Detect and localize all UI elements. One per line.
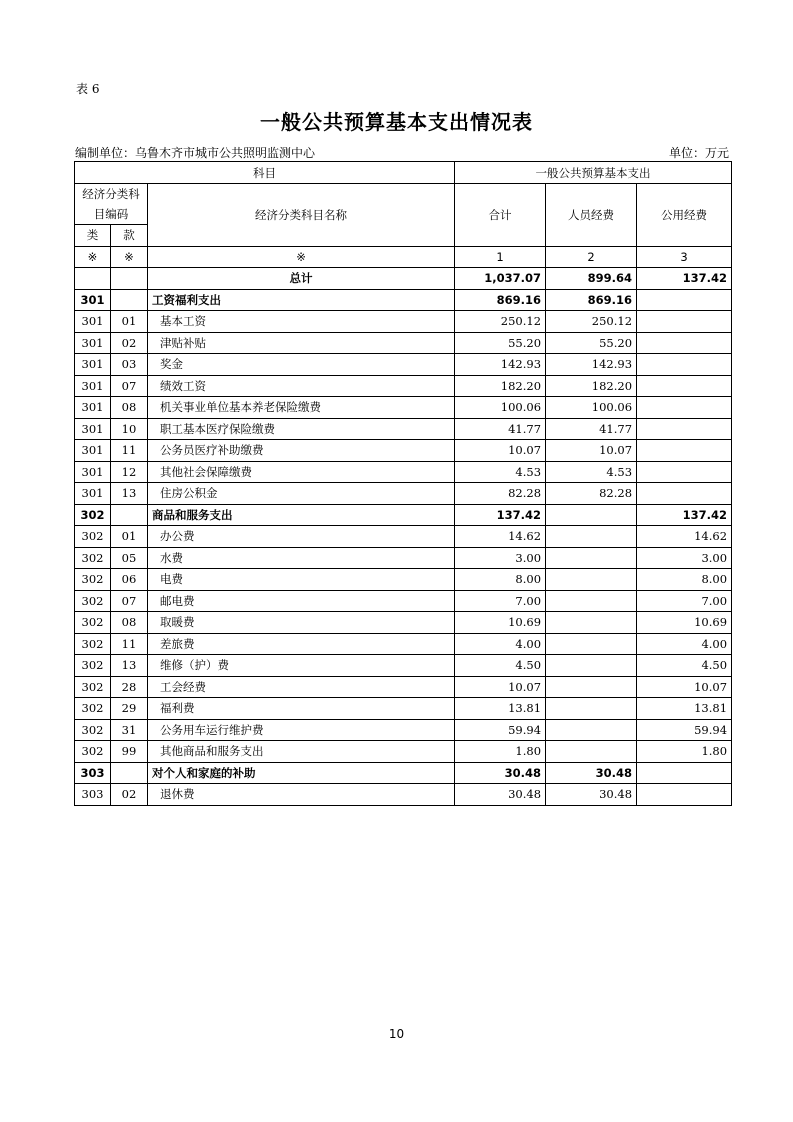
- table-row: [75, 375, 732, 397]
- row-name: 商品和服务支出: [148, 504, 455, 526]
- row-name: 工会经费: [148, 676, 455, 698]
- row-lei: 303: [75, 762, 111, 784]
- row-public: 10.69: [637, 612, 732, 634]
- row-lei: 302: [75, 612, 111, 634]
- table-row: [75, 590, 732, 612]
- row-personnel: 100.06: [546, 397, 637, 419]
- row-lei: 302: [75, 569, 111, 591]
- table-row: [75, 440, 732, 462]
- row-lei: 302: [75, 719, 111, 741]
- row-public: [637, 354, 732, 376]
- row-public: [637, 375, 732, 397]
- row-personnel: [546, 741, 637, 763]
- row-lei: 302: [75, 547, 111, 569]
- header-mark-name: ※: [148, 246, 455, 268]
- row-lei: 301: [75, 289, 111, 311]
- row-public: 14.62: [637, 526, 732, 548]
- grand-total-public: 137.42: [637, 268, 732, 290]
- row-personnel: 250.12: [546, 311, 637, 333]
- row-kuan: 02: [111, 332, 148, 354]
- row-kuan: 08: [111, 397, 148, 419]
- row-total: 30.48: [455, 762, 546, 784]
- row-personnel: 10.07: [546, 440, 637, 462]
- row-personnel: [546, 526, 637, 548]
- row-lei: 302: [75, 590, 111, 612]
- table-row: [75, 612, 732, 634]
- row-total: 14.62: [455, 526, 546, 548]
- grand-total-total: 1,037.07: [455, 268, 546, 290]
- header-public: 公用经费: [637, 184, 732, 247]
- row-public: [637, 440, 732, 462]
- row-lei: 302: [75, 655, 111, 677]
- row-public: [637, 762, 732, 784]
- table-row: [75, 461, 732, 483]
- row-total: 1.80: [455, 741, 546, 763]
- table-row: [75, 698, 732, 720]
- row-name: 奖金: [148, 354, 455, 376]
- row-total: 55.20: [455, 332, 546, 354]
- row-public: 13.81: [637, 698, 732, 720]
- row-name: 差旅费: [148, 633, 455, 655]
- row-personnel: [546, 569, 637, 591]
- unit-label: 单位：万元: [668, 146, 729, 160]
- header-personnel: 人员经费: [546, 184, 637, 247]
- table-row: [75, 741, 732, 763]
- row-personnel: 55.20: [546, 332, 637, 354]
- row-lei: 301: [75, 311, 111, 333]
- row-lei: 301: [75, 440, 111, 462]
- header-code-line2: 目编码: [93, 207, 129, 221]
- grand-total-lei: [75, 268, 111, 290]
- category-row: [75, 289, 732, 311]
- row-total: 4.50: [455, 655, 546, 677]
- row-name: 水费: [148, 547, 455, 569]
- row-public: 8.00: [637, 569, 732, 591]
- row-lei: 302: [75, 526, 111, 548]
- grand-total-row: [75, 268, 732, 290]
- row-kuan: [111, 289, 148, 311]
- row-name: 其他社会保障缴费: [148, 461, 455, 483]
- header-basic-expense: 一般公共预算基本支出: [455, 162, 732, 184]
- row-kuan: 99: [111, 741, 148, 763]
- row-total: 142.93: [455, 354, 546, 376]
- row-kuan: 11: [111, 633, 148, 655]
- row-name: 公务用车运行维护费: [148, 719, 455, 741]
- grand-total-personnel: 899.64: [546, 268, 637, 290]
- header-col-1: 1: [455, 246, 546, 268]
- row-public: 7.00: [637, 590, 732, 612]
- table-row: [75, 418, 732, 440]
- grand-total-kuan: [111, 268, 148, 290]
- row-total: 182.20: [455, 375, 546, 397]
- table-row: [75, 676, 732, 698]
- page-title: 一般公共预算基本支出情况表: [260, 110, 533, 134]
- row-name: 工资福利支出: [148, 289, 455, 311]
- row-name: 邮电费: [148, 590, 455, 612]
- row-name: 其他商品和服务支出: [148, 741, 455, 763]
- row-name: 住房公积金: [148, 483, 455, 505]
- row-personnel: 30.48: [546, 762, 637, 784]
- row-name: 机关事业单位基本养老保险缴费: [148, 397, 455, 419]
- row-lei: 303: [75, 784, 111, 806]
- row-name: 公务员医疗补助缴费: [148, 440, 455, 462]
- table-row: [75, 332, 732, 354]
- row-kuan: 13: [111, 483, 148, 505]
- row-total: 4.53: [455, 461, 546, 483]
- row-lei: 301: [75, 332, 111, 354]
- header-col-3: 3: [637, 246, 732, 268]
- row-lei: 302: [75, 504, 111, 526]
- header-code: [75, 184, 148, 225]
- row-lei: 301: [75, 354, 111, 376]
- page-number: 10: [388, 1027, 405, 1041]
- row-lei: 301: [75, 375, 111, 397]
- row-name: 职工基本医疗保险缴费: [148, 418, 455, 440]
- row-personnel: 30.48: [546, 784, 637, 806]
- row-personnel: [546, 504, 637, 526]
- row-public: [637, 461, 732, 483]
- row-public: [637, 483, 732, 505]
- row-total: 82.28: [455, 483, 546, 505]
- row-kuan: 28: [111, 676, 148, 698]
- row-name: 绩效工资: [148, 375, 455, 397]
- row-kuan: 12: [111, 461, 148, 483]
- header-code-line1: 经济分类科: [82, 187, 140, 201]
- table-row: [75, 397, 732, 419]
- header-subject: 科目: [75, 162, 455, 184]
- row-kuan: 06: [111, 569, 148, 591]
- row-kuan: 01: [111, 526, 148, 548]
- row-kuan: 08: [111, 612, 148, 634]
- row-total: 30.48: [455, 784, 546, 806]
- table-row: [75, 547, 732, 569]
- row-kuan: 03: [111, 354, 148, 376]
- row-name: 电费: [148, 569, 455, 591]
- table-row: [75, 354, 732, 376]
- row-public: [637, 289, 732, 311]
- row-kuan: 07: [111, 590, 148, 612]
- row-personnel: [546, 719, 637, 741]
- row-name: 维修（护）费: [148, 655, 455, 677]
- row-total: 13.81: [455, 698, 546, 720]
- row-kuan: 13: [111, 655, 148, 677]
- row-name: 对个人和家庭的补助: [148, 762, 455, 784]
- row-public: [637, 332, 732, 354]
- row-name: 退休费: [148, 784, 455, 806]
- row-kuan: 29: [111, 698, 148, 720]
- organization-label: 编制单位：乌鲁木齐市城市公共照明监测中心: [75, 146, 316, 160]
- header-total: 合计: [455, 184, 546, 247]
- row-personnel: [546, 655, 637, 677]
- row-total: 100.06: [455, 397, 546, 419]
- row-total: 10.07: [455, 676, 546, 698]
- row-kuan: 31: [111, 719, 148, 741]
- row-kuan: 10: [111, 418, 148, 440]
- table-row: [75, 655, 732, 677]
- row-personnel: 142.93: [546, 354, 637, 376]
- header-name: 经济分类科目名称: [148, 184, 455, 247]
- row-name: 津贴补贴: [148, 332, 455, 354]
- row-personnel: 869.16: [546, 289, 637, 311]
- header-row-1: [75, 162, 732, 184]
- row-name: 取暖费: [148, 612, 455, 634]
- header-row-2: [75, 184, 732, 225]
- row-personnel: [546, 633, 637, 655]
- row-lei: 301: [75, 483, 111, 505]
- row-total: 41.77: [455, 418, 546, 440]
- header-col-2: 2: [546, 246, 637, 268]
- row-lei: 302: [75, 676, 111, 698]
- table-row: [75, 719, 732, 741]
- row-personnel: [546, 612, 637, 634]
- row-personnel: 182.20: [546, 375, 637, 397]
- row-kuan: 01: [111, 311, 148, 333]
- table-row: [75, 633, 732, 655]
- row-personnel: 4.53: [546, 461, 637, 483]
- row-total: 8.00: [455, 569, 546, 591]
- row-public: 4.50: [637, 655, 732, 677]
- table-row: [75, 569, 732, 591]
- row-total: 3.00: [455, 547, 546, 569]
- row-total: 137.42: [455, 504, 546, 526]
- row-personnel: [546, 547, 637, 569]
- row-lei: 301: [75, 397, 111, 419]
- row-kuan: [111, 504, 148, 526]
- row-total: 10.69: [455, 612, 546, 634]
- row-public: 59.94: [637, 719, 732, 741]
- row-personnel: [546, 676, 637, 698]
- row-total: 59.94: [455, 719, 546, 741]
- row-public: 3.00: [637, 547, 732, 569]
- row-public: [637, 311, 732, 333]
- row-total: 869.16: [455, 289, 546, 311]
- row-total: 4.00: [455, 633, 546, 655]
- row-public: 4.00: [637, 633, 732, 655]
- row-personnel: 82.28: [546, 483, 637, 505]
- row-personnel: 41.77: [546, 418, 637, 440]
- row-lei: 302: [75, 698, 111, 720]
- expense-table: [74, 161, 732, 806]
- row-lei: 302: [75, 741, 111, 763]
- row-public: 137.42: [637, 504, 732, 526]
- header-lei: 类: [75, 225, 111, 247]
- category-row: [75, 504, 732, 526]
- row-public: [637, 418, 732, 440]
- row-public: 10.07: [637, 676, 732, 698]
- grand-total-label: 总计: [148, 268, 455, 290]
- category-row: [75, 762, 732, 784]
- row-public: 1.80: [637, 741, 732, 763]
- row-public: [637, 784, 732, 806]
- table-row: [75, 526, 732, 548]
- row-lei: 302: [75, 633, 111, 655]
- row-lei: 301: [75, 461, 111, 483]
- header-mark-lei: ※: [75, 246, 111, 268]
- row-total: 10.07: [455, 440, 546, 462]
- table-row: [75, 784, 732, 806]
- row-kuan: 02: [111, 784, 148, 806]
- header-kuan: 款: [111, 225, 148, 247]
- row-personnel: [546, 698, 637, 720]
- row-kuan: 05: [111, 547, 148, 569]
- table-number: 表 6: [76, 82, 100, 96]
- header-mark-kuan: ※: [111, 246, 148, 268]
- row-kuan: [111, 762, 148, 784]
- row-total: 7.00: [455, 590, 546, 612]
- row-personnel: [546, 590, 637, 612]
- row-name: 办公费: [148, 526, 455, 548]
- row-total: 250.12: [455, 311, 546, 333]
- row-public: [637, 397, 732, 419]
- row-kuan: 11: [111, 440, 148, 462]
- table-row: [75, 483, 732, 505]
- row-name: 基本工资: [148, 311, 455, 333]
- header-row-4: [75, 246, 732, 268]
- row-name: 福利费: [148, 698, 455, 720]
- row-lei: 301: [75, 418, 111, 440]
- row-kuan: 07: [111, 375, 148, 397]
- table-row: [75, 311, 732, 333]
